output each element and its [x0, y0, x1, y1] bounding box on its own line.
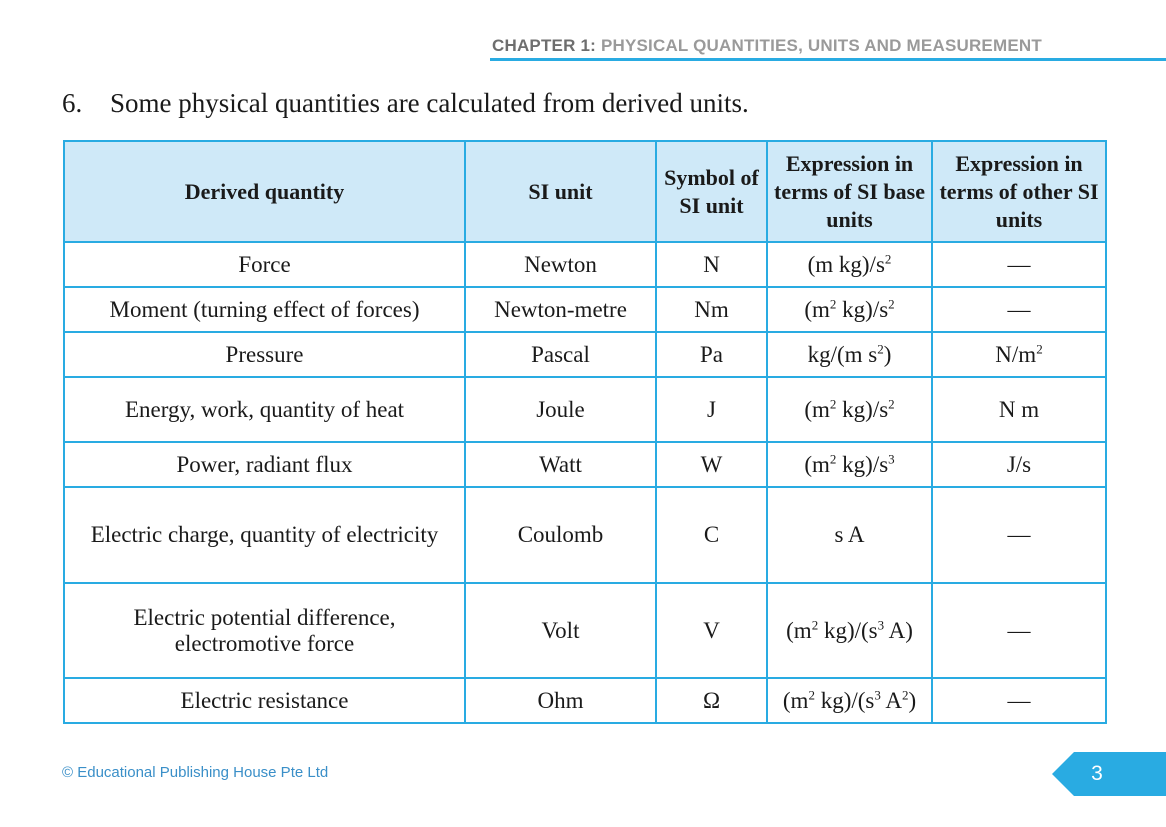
superscript: 2 [829, 450, 837, 466]
cell-other-units [932, 377, 1106, 442]
table-row [64, 332, 1106, 377]
table-row [64, 442, 1106, 487]
cell-symbol: Pa [656, 332, 767, 377]
expression-part: (m kg)/s [807, 251, 885, 277]
cell-symbol: V [656, 583, 767, 678]
expression-part: — [1007, 296, 1031, 322]
cell-quantity: Pressure [64, 332, 465, 377]
intro-text: Some physical quantities are calculated from derived units. [110, 88, 749, 118]
cell-base-units [767, 442, 932, 487]
header-other-units: Expression in terms of other SI units [932, 141, 1106, 242]
expression-part: kg)/(s [814, 687, 875, 713]
header-rule [490, 58, 1166, 61]
cell-base-units [767, 583, 932, 678]
cell-symbol: Ω [656, 678, 767, 723]
expression-part: (m [804, 451, 830, 477]
derived-units-table [63, 140, 1107, 724]
superscript: 3 [874, 686, 881, 702]
expression-part: ) [908, 687, 917, 713]
table-row [64, 583, 1106, 678]
cell-quantity: Force [64, 242, 465, 287]
superscript: 2 [829, 395, 837, 411]
intro-paragraph [62, 88, 749, 119]
cell-si-unit: Joule [465, 377, 656, 442]
cell-si-unit: Newton-metre [465, 287, 656, 332]
superscript: 3 [877, 616, 885, 632]
page-number: 3 [1091, 762, 1103, 785]
table-row [64, 287, 1106, 332]
cell-quantity: Moment (turning effect of forces) [64, 287, 465, 332]
superscript: 2 [808, 686, 815, 702]
header-base-units: Expression in terms of SI base units [767, 141, 932, 242]
cell-symbol: N [656, 242, 767, 287]
header-derived-quantity: Derived quantity [64, 141, 465, 242]
expression-part: kg)/s [836, 396, 889, 422]
table-row [64, 487, 1106, 583]
expression-part: — [1007, 522, 1031, 547]
cell-quantity: Power, radiant flux [64, 442, 465, 487]
table-header-row [64, 141, 1106, 242]
expression-part: — [1007, 617, 1031, 643]
cell-symbol: J [656, 377, 767, 442]
superscript: 2 [877, 340, 884, 356]
expression-part: s A [834, 522, 865, 547]
cell-other-units [932, 583, 1106, 678]
copyright-notice: © Educational Publishing House Pte Ltd [62, 764, 329, 781]
chapter-title: PHYSICAL QUANTITIES, UNITS AND MEASUREMENT [600, 36, 1042, 55]
cell-symbol: C [656, 487, 767, 583]
cell-other-units [932, 487, 1106, 583]
expression-part: kg/(m s [807, 341, 878, 367]
cell-si-unit: Volt [465, 583, 656, 678]
expression-part: ) [883, 341, 892, 367]
cell-base-units [767, 678, 932, 723]
cell-symbol: Nm [656, 287, 767, 332]
superscript: 2 [1036, 340, 1043, 356]
superscript: 2 [884, 250, 892, 266]
cell-base-units [767, 242, 932, 287]
expression-part: N m [998, 396, 1040, 422]
cell-si-unit: Pascal [465, 332, 656, 377]
superscript: 2 [901, 686, 909, 702]
cell-other-units [932, 332, 1106, 377]
expression-part: (m [786, 617, 812, 643]
superscript: 2 [829, 295, 837, 311]
cell-symbol: W [656, 442, 767, 487]
expression-part: — [1007, 687, 1031, 713]
header-si-unit: SI unit [465, 141, 656, 242]
expression-part: J/s [1006, 451, 1032, 477]
cell-other-units [932, 442, 1106, 487]
chapter-header [492, 36, 1042, 56]
superscript: 3 [888, 450, 895, 466]
expression-part: (m [804, 396, 830, 422]
cell-base-units [767, 332, 932, 377]
expression-part: kg)/s [836, 296, 889, 322]
cell-other-units [932, 287, 1106, 332]
cell-base-units [767, 487, 932, 583]
table-row [64, 678, 1106, 723]
table-body [64, 242, 1106, 723]
superscript: 2 [811, 616, 819, 632]
cell-si-unit: Ohm [465, 678, 656, 723]
header-symbol: Symbol of SI unit [656, 141, 767, 242]
cell-quantity: Energy, work, quantity of heat [64, 377, 465, 442]
cell-si-unit: Newton [465, 242, 656, 287]
intro-number: 6. [62, 88, 83, 118]
table-row [64, 242, 1106, 287]
chapter-label: CHAPTER 1: [492, 36, 597, 55]
expression-part: kg)/(s [818, 617, 878, 643]
cell-si-unit: Watt [465, 442, 656, 487]
cell-other-units [932, 242, 1106, 287]
expression-part: (m [782, 687, 809, 713]
cell-quantity: Electric resistance [64, 678, 465, 723]
expression-part: A [880, 687, 902, 713]
cell-quantity: Electric charge, quantity of electricity [64, 487, 465, 583]
page-number-tab [1052, 752, 1166, 796]
expression-part: kg)/s [836, 451, 889, 477]
superscript: 2 [888, 395, 895, 411]
cell-base-units [767, 377, 932, 442]
expression-part: (m [804, 296, 830, 322]
table-row [64, 377, 1106, 442]
cell-si-unit: Coulomb [465, 487, 656, 583]
cell-base-units [767, 287, 932, 332]
cell-quantity: Electric potential difference, electromotive force [64, 583, 465, 678]
expression-part: — [1007, 251, 1031, 277]
expression-part: A) [884, 617, 913, 643]
cell-other-units [932, 678, 1106, 723]
superscript: 2 [888, 295, 895, 311]
expression-part: N/m [995, 341, 1037, 367]
